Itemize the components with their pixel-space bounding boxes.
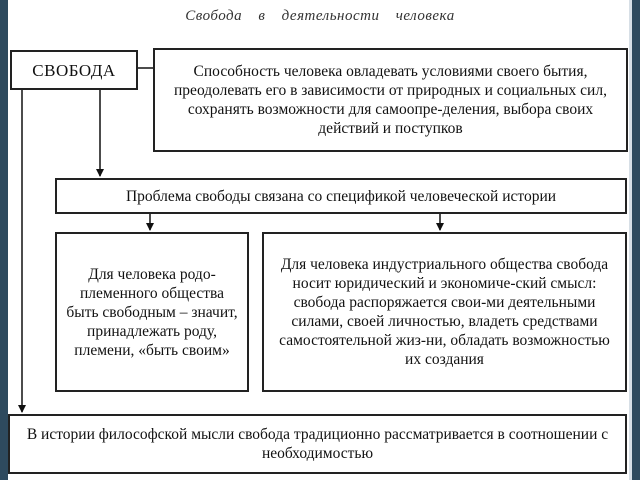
node-industrial-society-text: Для человека индустриального общества свобода носит юридический и экономиче-ский смысл: свобода распоряжается свои-ми деятельными силами, своей личностью, владеть средствами самостоятельной жиз-ни, обладать возможностью их создания [279,256,610,368]
node-tribal-society-text: Для человека родо-племенного общества быть свободным – значит, принадлежать роду, племени, «быть своим» [66,265,238,359]
left-edge-strip [0,0,8,480]
node-definition-text: Способность человека овладевать условиями своего бытия, преодолевать его в зависимости от природных и социальных сил, сохранять возможности для самоопре-деления, выбора своих действий и поступков [174,63,607,137]
node-problem-text: Проблема свободы связана со спецификой человеческой истории [125,187,557,205]
right-edge-highlight [629,0,632,480]
node-problem [55,178,627,214]
node-definition [153,48,628,152]
diagram-title: Свобода в деятельности человека [185,8,455,24]
right-edge-strip [632,0,640,480]
node-industrial-society [262,232,627,392]
node-svoboda [10,50,138,90]
node-svoboda-text: СВОБОДА [32,60,116,80]
node-philosophy-history-text: В истории философской мысли свобода традиционно рассматривается в соотношении с необходимостью [26,426,609,462]
node-tribal-society [55,232,249,392]
node-philosophy-history [8,414,627,474]
